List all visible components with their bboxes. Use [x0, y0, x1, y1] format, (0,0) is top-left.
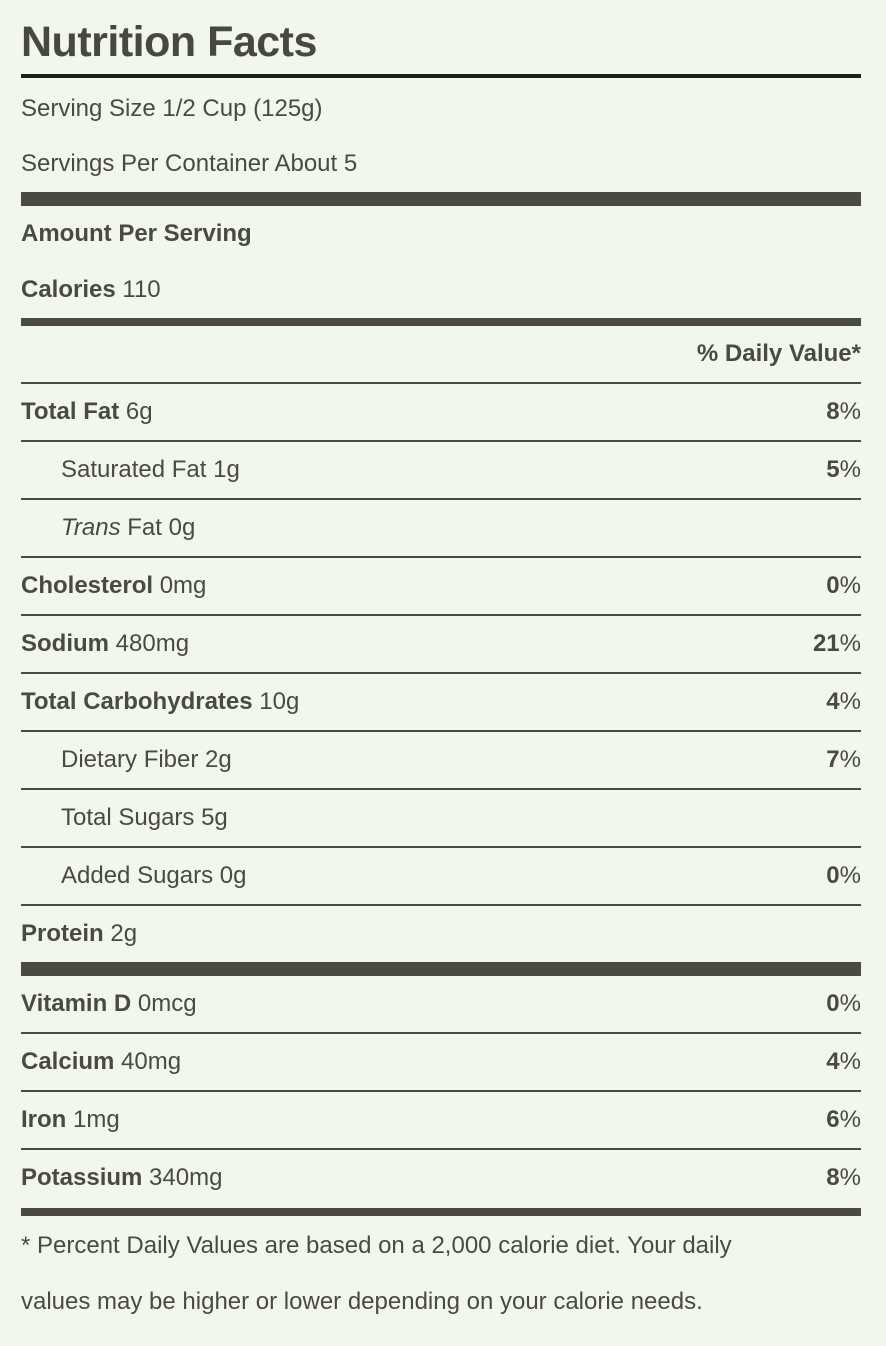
daily-value-header: % Daily Value* — [696, 340, 861, 367]
nutrient-amount: 0mg — [159, 572, 207, 599]
calories-label: Calories — [21, 276, 116, 303]
nutrient-row-protein — [21, 906, 861, 962]
daily-value: 4% — [826, 1048, 861, 1075]
nutrient-label: Total Sugars — [61, 804, 195, 831]
nutrient-amount: 5g — [201, 804, 228, 831]
nutrient-label: Cholesterol — [21, 572, 154, 599]
vitamin-label: Vitamin D — [21, 990, 132, 1017]
nutrient-label: Added Sugars — [61, 862, 214, 889]
nutrient-label: Sodium — [21, 630, 109, 657]
vitamin-label: Iron — [21, 1106, 67, 1133]
daily-value: 0% — [826, 990, 861, 1017]
nutrient-label-italic: Trans — [61, 514, 121, 541]
nutrient-amount: 480mg — [115, 630, 190, 657]
footnote-line-1: * Percent Daily Values are based on a 2,000 calorie diet. Your daily — [21, 1232, 732, 1259]
nutrient-row-total-fat — [21, 384, 861, 440]
nutrient-amount: 2g — [110, 920, 138, 947]
nutrient-label: Saturated Fat — [61, 456, 207, 483]
calories-row — [21, 262, 861, 318]
servings-per-container: Servings Per Container About 5 — [21, 150, 358, 177]
nutrient-amount: 6g — [125, 398, 153, 425]
vitamin-amount: 340mg — [149, 1164, 223, 1191]
daily-value: 0% — [826, 572, 861, 599]
daily-value: 8% — [826, 1164, 861, 1191]
footnote — [21, 1218, 861, 1330]
daily-value: 21% — [812, 630, 861, 657]
daily-value: 5% — [826, 456, 861, 483]
nutrient-amount: 0g — [168, 514, 196, 541]
vitamin-amount: 40mg — [121, 1048, 182, 1075]
nutrient-label: Fat — [120, 514, 162, 541]
thick-divider — [21, 192, 861, 206]
serving-size: Serving Size 1/2 Cup (125g) — [21, 95, 323, 122]
daily-value: 6% — [826, 1106, 861, 1133]
vitamin-amount: 1mg — [73, 1106, 120, 1133]
footnote-line-2: values may be higher or lower depending on your calorie needs. — [21, 1288, 703, 1315]
nutrient-label: Protein — [21, 920, 104, 947]
daily-value: 8% — [826, 398, 861, 425]
vitamin-label: Potassium — [21, 1164, 143, 1191]
nutrient-row-total-sugars — [21, 790, 861, 846]
label-title: Nutrition Facts — [21, 18, 317, 66]
thick-divider — [21, 962, 861, 976]
nutrient-row-dietary-fiber — [21, 732, 861, 788]
calories-value: 110 — [122, 276, 161, 303]
vitamin-label: Calcium — [21, 1048, 115, 1075]
nutrient-label: Dietary Fiber — [61, 746, 199, 773]
vitamin-amount: 0mcg — [137, 990, 197, 1017]
medium-divider — [21, 1208, 861, 1216]
vitamin-row-calcium — [21, 1034, 861, 1090]
nutrient-amount: 1g — [213, 456, 240, 483]
nutrient-amount: 2g — [205, 746, 232, 773]
nutrient-row-trans-fat — [21, 500, 861, 556]
nutrient-row-total-carbohydrates — [21, 674, 861, 730]
medium-divider — [21, 318, 861, 326]
daily-value: 0% — [826, 862, 861, 889]
nutrient-label: Total Fat — [21, 398, 120, 425]
nutrient-amount: 0g — [219, 862, 247, 889]
daily-value: 4% — [826, 688, 861, 715]
nutrient-row-saturated-fat — [21, 442, 861, 498]
nutrition-label — [21, 0, 861, 1330]
nutrient-row-added-sugars — [21, 848, 861, 904]
nutrient-row-sodium — [21, 616, 861, 672]
vitamin-row-iron — [21, 1092, 861, 1148]
vitamin-row-potassium — [21, 1150, 861, 1206]
nutrient-amount: 10g — [259, 688, 300, 715]
nutrient-row-cholesterol — [21, 558, 861, 614]
nutrient-label: Total Carbohydrates — [21, 688, 253, 715]
vitamin-row-vitamin-d — [21, 976, 861, 1032]
amount-per-serving: Amount Per Serving — [21, 220, 252, 247]
daily-value: 7% — [826, 746, 861, 773]
